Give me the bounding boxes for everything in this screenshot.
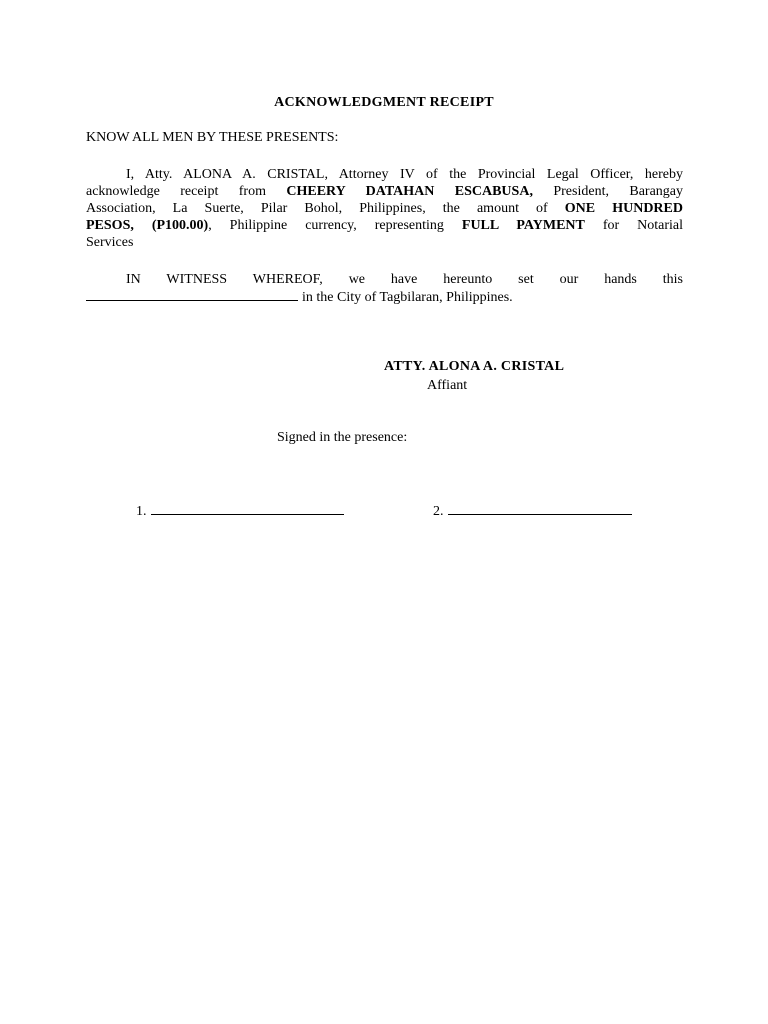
opening-line: KNOW ALL MEN BY THESE PRESENTS:	[86, 130, 339, 145]
witness-signature-1	[136, 500, 344, 520]
receipt-line-5: Services	[86, 235, 134, 250]
receipt-line-4	[86, 217, 683, 234]
document-title: ACKNOWLEDGMENT RECEIPT	[274, 95, 494, 110]
receipt-line-1: I, Atty. ALONA A. CRISTAL, Attorney IV of the Provincial Legal Officer, hereby	[126, 167, 683, 182]
amount-words: ONE HUNDRED	[564, 201, 683, 216]
witness-clause-line-2	[86, 288, 683, 306]
affiant-role: Affiant	[427, 378, 468, 393]
receipt-text: Association, La Suerte, Pilar Bohol, Philippines, the amount of	[86, 201, 565, 216]
witness-signature-2	[433, 500, 632, 520]
receipt-line-3	[86, 200, 683, 217]
receipt-text: President, Barangay	[532, 184, 684, 199]
date-blank-line	[86, 288, 298, 301]
payer-name: CHEERY DATAHAN ESCABUSA,	[286, 184, 533, 199]
witness-clause-line-1: IN WITNESS WHEREOF, we have hereunto set our hands this	[126, 272, 683, 287]
receipt-text: for Notarial	[584, 218, 684, 233]
signature-line	[448, 500, 632, 515]
witness-clause	[86, 271, 683, 306]
signature-line	[151, 500, 344, 515]
witness-number: 2.	[433, 504, 444, 519]
receipt-line-2	[86, 183, 683, 200]
witness-clause-location: in the City of Tagbilaran, Philippines.	[302, 290, 513, 305]
witness-number: 1.	[136, 504, 147, 519]
receipt-text: , Philippine currency, representing	[208, 218, 462, 233]
affiant-name: ATTY. ALONA A. CRISTAL	[384, 359, 565, 374]
amount-figure: PESOS, (P100.00)	[86, 218, 209, 233]
receipt-paragraph	[86, 166, 683, 251]
signed-presence-label: Signed in the presence:	[277, 430, 408, 445]
payment-type: FULL PAYMENT	[461, 218, 585, 233]
receipt-text: acknowledge receipt from	[86, 184, 287, 199]
